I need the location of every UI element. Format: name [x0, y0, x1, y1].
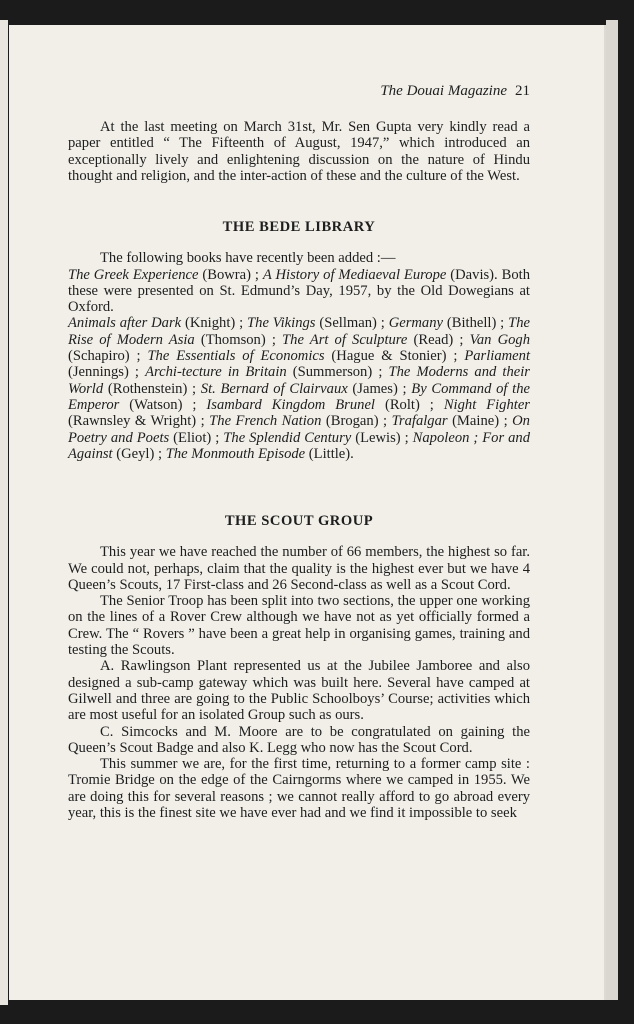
- book-author: (Little).: [305, 445, 354, 462]
- book-spine-edge: [0, 20, 8, 1005]
- book-title: St. Bernard of Clairvaux: [200, 380, 348, 397]
- scout-group-section: [68, 513, 530, 821]
- book-title: By Command of the Emperor: [68, 380, 530, 413]
- book-author: (Eliot): [169, 429, 212, 446]
- book-title: The Vikings: [247, 315, 316, 332]
- book-title: The Rise of Modern Asia: [68, 315, 530, 348]
- book-title: The Art of Sculpture: [282, 331, 408, 348]
- book-author: (Jennings): [68, 364, 129, 381]
- gift-note: Both these were presented on St. Edmund’s Day, 1957, by the Old Dowegians at Oxford.: [68, 266, 530, 316]
- bede-library-heading: THE BEDE LIBRARY: [222, 219, 376, 235]
- book-author: (Hague & Stonier): [324, 348, 447, 365]
- book-author: (Rawnsley & Wright): [68, 413, 197, 430]
- book-author: (Bowra): [198, 266, 252, 283]
- scout-paragraph: C. Simcocks and M. Moore are to be congratulated on gaining the Queen’s Scout Badge and also K. Legg who now has the Scout Cord.: [68, 723, 530, 756]
- book-title: Parliament: [464, 348, 531, 365]
- scout-paragraph: This summer we are, for the first time, returning to a former camp site : Tromie Bridge on the edge of the Cairngorms where we camped in 1955. We are doing this for several reasons ; we cannot really afford to go abroad every year, this is the finest site we have ever had and we find it impossible to seek: [68, 756, 530, 822]
- scout-paragraph: The Senior Troop has been split into two sections, the upper one working on the lines of a Rover Crew although we have not as yet officially formed a Crew. The “ Rovers ” have been a great help in organising games, training and testing the Scouts.: [68, 593, 530, 659]
- book-author: (Schapiro): [68, 348, 130, 365]
- bede-library-section: [68, 219, 530, 462]
- book-title: The Monmouth Episode: [165, 445, 306, 462]
- book-title: Napoleon ; For and Against: [68, 429, 530, 462]
- book-author: (Lewis): [351, 429, 401, 446]
- book-title: The Moderns and their World: [68, 364, 530, 397]
- book-author: (Rothenstein): [103, 380, 188, 397]
- book-title: The Greek Experience: [68, 266, 199, 283]
- book-author: (Geyl): [112, 445, 155, 462]
- book-author: (Read): [407, 331, 454, 348]
- book-title: Germany: [388, 315, 443, 332]
- scout-paragraph: A. Rawlingson Plant represented us at the Jubilee Jamboree and also designed a sub-camp gateway which was built here. Several have camped at Gilwell and three are going to the Public Schoolboys’ Course; activities which are most useful for an isolated Group such as ours.: [68, 658, 530, 724]
- book-author: (Thomson): [194, 331, 266, 348]
- intro-block: [68, 119, 530, 184]
- book-author: (Brogan): [321, 413, 379, 430]
- scout-group-heading: THE SCOUT GROUP: [224, 513, 374, 529]
- book-list: Animals after Dark (Knight) ; The Vikings (Sellman) ; Germany (Bithell) ; The Rise of Modern Asia (Thomson) ; The Art of Sculpture (Read) ; Van Gogh (Schapiro) ; The Essentials of Economics (Hague & Stonier) ; Parliament (Jennings) ; Archi-tecture in Britain (Summerson) ; The Moderns and their World (Rothenstein) ; St. Bernard of Clairvaux (James) ; By Command of the Emperor (Watson) ; Isambard Kingdom Brunel (Rolt) ; Night Fighter (Rawnsley & Wright) ; The French Nation (Brogan) ; Trafalgar (Maine) ; On Poetry and Poets (Eliot) ; The Splendid Century (Lewis) ; Napoleon ; For and Against (Geyl) ; The Monmouth Episode (Little).: [68, 315, 531, 462]
- gift-books-paragraph: The Greek Experience (Bowra) ; A History of Mediaeval Europe (Davis). Both these were presented on St. Edmund’s Day, 1957, by the Old Dowegians at Oxford.: [68, 266, 530, 316]
- book-author: (Summerson): [286, 364, 373, 381]
- book-title: Animals after Dark: [68, 315, 182, 332]
- book-author: (Sellman): [315, 315, 377, 332]
- magazine-title: The Douai Magazine: [380, 83, 507, 99]
- book-author: (Rolt): [375, 396, 420, 413]
- book-title: Night Fighter: [443, 396, 530, 413]
- page-number: 21: [515, 83, 530, 99]
- book-author: (Maine): [447, 413, 500, 430]
- book-title: On Poetry and Poets: [68, 413, 530, 446]
- book-title: Archi-tecture in Britain: [145, 364, 287, 381]
- scout-paragraph: This year we have reached the number of 66 members, the highest so far. We could not, perhaps, claim that the quality is the highest ever but we have 4 Queen’s Scouts, 17 First-class and 26 Second-class as well as a Scout Cord.: [68, 544, 530, 593]
- running-header: [68, 83, 530, 99]
- book-title: The Essentials of Economics: [147, 348, 325, 365]
- book-title: Van Gogh: [469, 331, 531, 348]
- bede-intro: The following books have recently been added :—: [100, 250, 396, 267]
- intro-paragraph: At the last meeting on March 31st, Mr. Sen Gupta very kindly read a paper entitled “ The Fifteenth of August, 1947,” which introduced an exceptionally lively and enlightening discussion on the nature of Hindu thought and religion, and the inter-action of these and the culture of the West.: [68, 119, 530, 184]
- book-author: (Watson): [119, 396, 183, 413]
- book-title: The French Nation: [209, 413, 322, 430]
- book-title: The Splendid Century: [223, 429, 352, 446]
- book-title: Isambard Kingdom Brunel: [206, 396, 375, 413]
- book-title: A History of Mediaeval Europe: [262, 266, 447, 283]
- book-author: (Knight): [181, 315, 236, 332]
- book-author: (James): [347, 380, 398, 397]
- page-edge: [606, 20, 618, 1000]
- book-author: (Davis).: [446, 266, 498, 283]
- book-author: (Bithell): [443, 315, 497, 332]
- magazine-page: [9, 25, 606, 1000]
- book-title: Trafalgar: [391, 413, 448, 430]
